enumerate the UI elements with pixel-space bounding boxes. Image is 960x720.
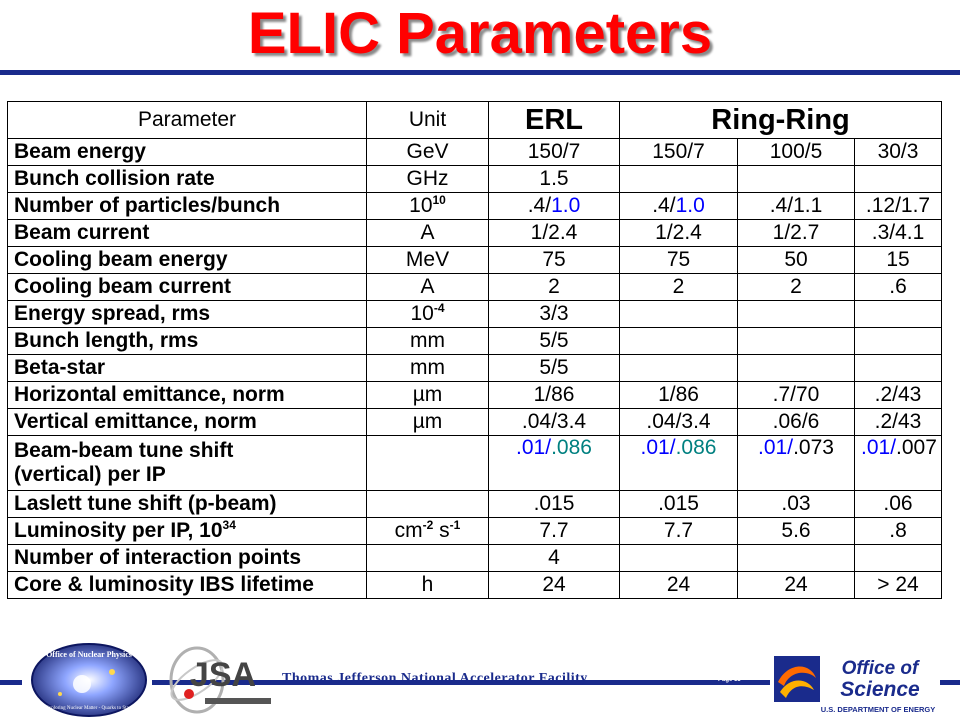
header-parameter: Parameter	[8, 102, 367, 139]
ring-value-1	[620, 545, 738, 572]
science-line-1: Office of	[841, 658, 919, 679]
unit-exponent: -2	[422, 518, 434, 532]
ring-value-3	[855, 328, 942, 355]
table-row	[8, 355, 942, 382]
value-part: .086	[675, 436, 717, 459]
erl-value: 5/5	[489, 328, 620, 355]
erl-value: .04/3.4	[489, 409, 620, 436]
ring-value-2: 100/5	[738, 139, 855, 166]
ring-value-1: 1/86	[620, 382, 738, 409]
ring-value-2: .4/1.1	[738, 193, 855, 220]
ring-value-2: 1/2.7	[738, 220, 855, 247]
value-part: .01/	[516, 436, 552, 459]
ring-value-2	[738, 355, 855, 382]
header-erl: ERL	[489, 102, 620, 139]
value-part: .01/	[861, 436, 897, 459]
ring-value-2	[738, 436, 855, 491]
unit-part: s	[433, 519, 450, 542]
param-label: Number of interaction points	[8, 545, 367, 572]
param-label: Beam energy	[8, 139, 367, 166]
param-label	[8, 518, 367, 545]
ring-value-1: 24	[620, 572, 738, 599]
ring-value-2: .03	[738, 491, 855, 518]
param-unit: A	[367, 220, 489, 247]
erl-value: 2	[489, 274, 620, 301]
ring-value-1	[620, 436, 738, 491]
param-unit: mm	[367, 328, 489, 355]
ring-value-2	[738, 328, 855, 355]
param-unit	[367, 436, 489, 491]
param-label: Beam current	[8, 220, 367, 247]
param-unit: GeV	[367, 139, 489, 166]
unit-base: 10	[409, 194, 433, 217]
erl-value: 4	[489, 545, 620, 572]
ring-value-1: 150/7	[620, 139, 738, 166]
param-unit	[367, 545, 489, 572]
ring-value-1	[620, 166, 738, 193]
ring-value-2: .7/70	[738, 382, 855, 409]
ring-value-2	[738, 166, 855, 193]
label-line: (vertical) per IP	[14, 463, 166, 486]
ring-value-3: 15	[855, 247, 942, 274]
value-part: .4/	[652, 194, 676, 217]
value-part: .086	[551, 436, 592, 459]
onp-tagline: Exploring Nuclear Matter - Quarks to Stars	[45, 706, 133, 711]
ring-value-3: .6	[855, 274, 942, 301]
ring-value-2	[738, 301, 855, 328]
onp-title: Office of Nuclear Physics	[46, 650, 132, 659]
param-label: Number of particles/bunch	[8, 193, 367, 220]
param-unit: MeV	[367, 247, 489, 274]
table-row	[8, 545, 942, 572]
page-number: Page 15	[718, 677, 741, 683]
ring-value-3: .12/1.7	[855, 193, 942, 220]
param-label: Beta-star	[8, 355, 367, 382]
param-unit: mm	[367, 355, 489, 382]
param-unit: h	[367, 572, 489, 599]
ring-value-3: 30/3	[855, 139, 942, 166]
ring-value-3	[855, 166, 942, 193]
param-label: Energy spread, rms	[8, 301, 367, 328]
table-row	[8, 274, 942, 301]
unit-base: 10	[410, 302, 434, 325]
ring-value-1	[620, 193, 738, 220]
table-header-row	[8, 102, 942, 139]
ring-value-1	[620, 328, 738, 355]
ring-value-3: .06	[855, 491, 942, 518]
footer-rule-left	[0, 680, 22, 685]
ring-value-2: 50	[738, 247, 855, 274]
param-unit	[367, 193, 489, 220]
label-exponent: 34	[222, 518, 236, 532]
ring-value-1: .04/3.4	[620, 409, 738, 436]
param-label: Vertical emittance, norm	[8, 409, 367, 436]
ring-value-2: 24	[738, 572, 855, 599]
ring-value-1: 7.7	[620, 518, 738, 545]
erl-value: 1/2.4	[489, 220, 620, 247]
header-ring-ring: Ring-Ring	[620, 102, 942, 139]
unit-exponent: -1	[449, 518, 461, 532]
param-label: Bunch collision rate	[8, 166, 367, 193]
ring-value-1	[620, 355, 738, 382]
unit-exponent: -4	[433, 301, 445, 315]
erl-value	[489, 436, 620, 491]
ring-value-3: .3/4.1	[855, 220, 942, 247]
param-label: Horizontal emittance, norm	[8, 382, 367, 409]
erl-value: 150/7	[489, 139, 620, 166]
erl-value: 24	[489, 572, 620, 599]
param-unit	[367, 491, 489, 518]
param-label: Bunch length, rms	[8, 328, 367, 355]
erl-value: 75	[489, 247, 620, 274]
ring-value-3	[855, 436, 942, 491]
ring-value-1	[620, 301, 738, 328]
value-part: .01/	[640, 436, 676, 459]
ring-value-2	[738, 545, 855, 572]
erl-value: 1/86	[489, 382, 620, 409]
table-row	[8, 328, 942, 355]
table-row	[8, 220, 942, 247]
value-part: 1.0	[551, 194, 581, 217]
ring-value-3	[855, 545, 942, 572]
param-label: Laslett tune shift (p-beam)	[8, 491, 367, 518]
param-unit	[367, 518, 489, 545]
erl-value: .015	[489, 491, 620, 518]
param-unit: A	[367, 274, 489, 301]
ring-value-1: 2	[620, 274, 738, 301]
table-row	[8, 436, 942, 491]
param-unit: µm	[367, 382, 489, 409]
erl-value: 3/3	[489, 301, 620, 328]
ring-value-3: .8	[855, 518, 942, 545]
science-line-2: Science	[840, 678, 920, 701]
table-row	[8, 572, 942, 599]
table-row	[8, 166, 942, 193]
erl-value	[489, 193, 620, 220]
param-unit: GHz	[367, 166, 489, 193]
value-part: .073	[793, 436, 834, 459]
table-row	[8, 382, 942, 409]
param-label	[8, 436, 367, 491]
value-part: .01/	[758, 436, 794, 459]
param-label: Cooling beam current	[8, 274, 367, 301]
office-of-science-logo	[770, 652, 940, 718]
table-row	[8, 247, 942, 274]
jsa-logo	[165, 642, 275, 718]
ring-value-3: .2/43	[855, 409, 942, 436]
value-part: 1.0	[675, 194, 705, 217]
ring-value-1: .015	[620, 491, 738, 518]
office-of-nuclear-physics-logo	[30, 640, 148, 720]
erl-value: 1.5	[489, 166, 620, 193]
table-row	[8, 301, 942, 328]
header-unit: Unit	[367, 102, 489, 139]
table-row	[8, 518, 942, 545]
param-unit: µm	[367, 409, 489, 436]
param-label: Core & luminosity IBS lifetime	[8, 572, 367, 599]
ring-value-3: > 24	[855, 572, 942, 599]
slide-title: ELIC Parameters	[247, 1, 713, 66]
value-part: .4/	[527, 194, 552, 217]
ring-value-2: 2	[738, 274, 855, 301]
ring-value-1: 75	[620, 247, 738, 274]
parameters-table	[7, 101, 942, 599]
unit-part: cm	[394, 519, 423, 542]
unit-exponent: 10	[432, 193, 446, 207]
label-base: Luminosity per IP, 10	[14, 519, 223, 542]
ring-value-2: 5.6	[738, 518, 855, 545]
ring-value-2: .06/6	[738, 409, 855, 436]
ring-value-3	[855, 355, 942, 382]
table-row	[8, 409, 942, 436]
erl-value: 7.7	[489, 518, 620, 545]
title-rule	[0, 70, 960, 75]
science-line-3: U.S. DEPARTMENT OF ENERGY	[820, 705, 936, 714]
lab-name: Thomas Jefferson National Accelerator Facility	[282, 671, 588, 686]
ring-value-3: .2/43	[855, 382, 942, 409]
param-unit	[367, 301, 489, 328]
table-row	[8, 139, 942, 166]
erl-value: 5/5	[489, 355, 620, 382]
ring-value-1: 1/2.4	[620, 220, 738, 247]
ring-value-3	[855, 301, 942, 328]
jsa-text: JSA	[189, 656, 257, 694]
table-row	[8, 491, 942, 518]
science-emblem-icon	[774, 656, 820, 702]
label-line: Beam-beam tune shift	[14, 439, 234, 462]
param-label: Cooling beam energy	[8, 247, 367, 274]
table-row	[8, 193, 942, 220]
value-part: .007	[896, 436, 937, 459]
